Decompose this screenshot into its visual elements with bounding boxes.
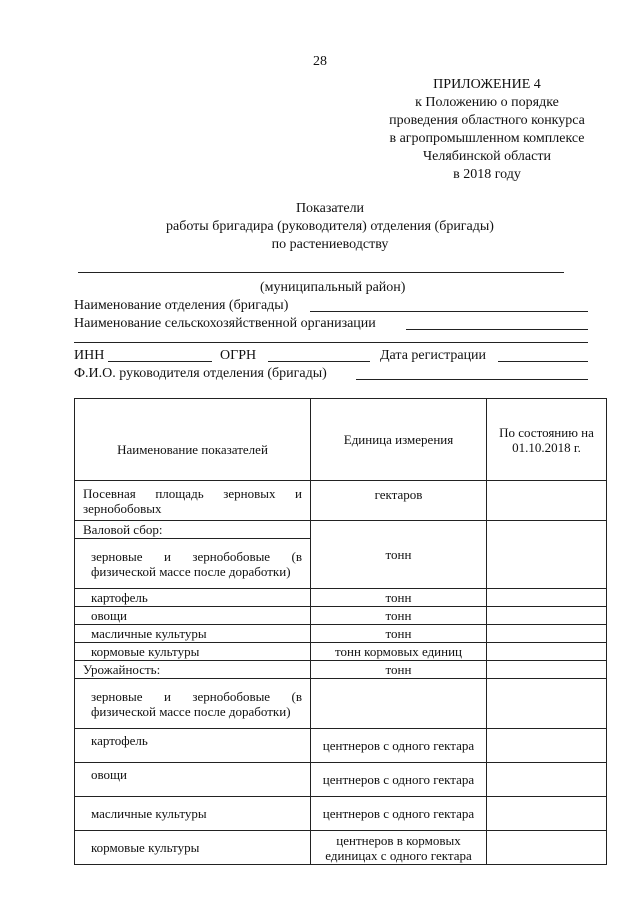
header-name: Наименование показателей xyxy=(75,399,311,481)
appendix-line: в агропромышленном комплексе xyxy=(389,131,585,146)
row-unit: гектаров xyxy=(311,481,487,521)
row-unit: тонн xyxy=(311,625,487,643)
reg-date-fill-line[interactable] xyxy=(498,361,588,362)
title-line: работы бригадира (руководителя) отделения (бригады) xyxy=(166,219,494,234)
row-unit: тонн xyxy=(311,589,487,607)
table-row xyxy=(75,661,607,679)
title-line: Показатели xyxy=(295,201,365,216)
organization-fill-line[interactable] xyxy=(406,329,588,330)
page-number: 28 xyxy=(313,54,327,69)
appendix-line: в 2018 году xyxy=(453,167,521,182)
organization-fill-line-2[interactable] xyxy=(74,342,588,343)
row-name: картофель xyxy=(75,589,311,607)
table-row xyxy=(75,763,607,797)
row-value[interactable] xyxy=(487,679,607,729)
row-unit: тонн xyxy=(311,661,487,679)
appendix-line: к Положению о порядке xyxy=(415,95,559,110)
table-row xyxy=(75,729,607,763)
document-title xyxy=(100,200,560,254)
row-name: овощи xyxy=(75,763,311,797)
header-status: По состоянию на 01.10.2018 г. xyxy=(487,399,607,481)
row-name: кормовые культуры xyxy=(75,831,311,865)
row-name: зерновые и зернобобовые (в физической массе после доработки) xyxy=(75,679,311,729)
appendix-heading: ПРИЛОЖЕНИЕ 4 xyxy=(433,77,541,92)
table-row xyxy=(75,679,607,729)
row-unit: центнеров в кормовых единицах с одного гектара xyxy=(311,831,487,865)
ogrn-label: ОГРН xyxy=(220,348,257,363)
department-label: Наименование отделения (бригады) xyxy=(74,298,289,313)
table-row xyxy=(75,521,607,539)
row-value[interactable] xyxy=(487,521,607,589)
row-value[interactable] xyxy=(487,729,607,763)
row-unit: тонн xyxy=(311,521,487,589)
row-name: масличные культуры xyxy=(75,625,311,643)
row-value[interactable] xyxy=(487,763,607,797)
row-name: овощи xyxy=(75,607,311,625)
district-fill-line[interactable] xyxy=(78,272,564,273)
row-value[interactable] xyxy=(487,643,607,661)
organization-label: Наименование сельскохозяйственной организации xyxy=(74,316,376,331)
row-name: зерновые и зернобобовые (в физической массе после доработки) xyxy=(75,539,311,589)
row-value[interactable] xyxy=(487,661,607,679)
table-row xyxy=(75,481,607,521)
row-unit: тонн кормовых единиц xyxy=(311,643,487,661)
appendix-block xyxy=(378,76,596,184)
row-unit xyxy=(311,679,487,729)
row-value[interactable] xyxy=(487,589,607,607)
row-value[interactable] xyxy=(487,625,607,643)
row-value[interactable] xyxy=(487,797,607,831)
row-value[interactable] xyxy=(487,831,607,865)
header-unit: Единица измерения xyxy=(311,399,487,481)
appendix-line: проведения областного конкурса xyxy=(389,113,585,128)
row-name: картофель xyxy=(75,729,311,763)
table-row xyxy=(75,831,607,865)
row-unit: тонн xyxy=(311,607,487,625)
table-row xyxy=(75,589,607,607)
head-label: Ф.И.О. руководителя отделения (бригады) xyxy=(74,366,327,381)
table-row xyxy=(75,607,607,625)
reg-date-label: Дата регистрации xyxy=(380,348,487,363)
district-caption: (муниципальный район) xyxy=(260,280,406,295)
table-header-row xyxy=(75,399,607,481)
head-fill-line[interactable] xyxy=(356,379,588,380)
title-line: по растениеводству xyxy=(271,237,389,252)
inn-label: ИНН xyxy=(74,348,105,363)
row-value[interactable] xyxy=(487,481,607,521)
row-name: Валовой сбор: xyxy=(75,521,311,539)
inn-fill-line[interactable] xyxy=(108,361,212,362)
row-name: масличные культуры xyxy=(75,797,311,831)
row-unit: центнеров с одного гектара xyxy=(311,729,487,763)
row-name: кормовые культуры xyxy=(75,643,311,661)
indicators-table xyxy=(74,398,607,865)
row-unit: центнеров с одного гектара xyxy=(311,763,487,797)
ogrn-fill-line[interactable] xyxy=(268,361,370,362)
row-unit: центнеров с одного гектара xyxy=(311,797,487,831)
row-name: Урожайность: xyxy=(75,661,311,679)
row-name: Посевная площадь зерновых и зернобобовых xyxy=(75,481,311,521)
table-row xyxy=(75,625,607,643)
row-value[interactable] xyxy=(487,607,607,625)
appendix-line: Челябинской области xyxy=(423,149,551,164)
department-fill-line[interactable] xyxy=(310,311,588,312)
table-row xyxy=(75,797,607,831)
table-row xyxy=(75,643,607,661)
